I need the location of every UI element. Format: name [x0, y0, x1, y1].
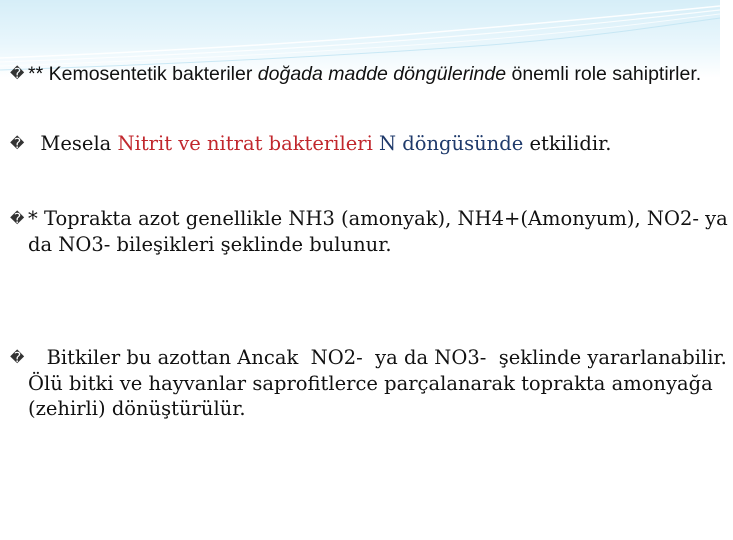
- bullet-glyph: �: [10, 211, 25, 227]
- p1-lead: ** Kemosentetik bakteriler: [28, 63, 258, 85]
- p1-tail: önemli role sahiptirler.: [506, 63, 702, 85]
- p1-italic: doğada madde döngülerinde: [257, 63, 507, 85]
- p2-tail: etkilidir.: [523, 132, 612, 155]
- bullet-glyph: �: [10, 350, 25, 366]
- paragraph-plant-uptake: [10, 345, 733, 421]
- p2-navy-highlight: N döngüsünde: [379, 132, 524, 155]
- paragraph-soil-nitrogen: [10, 206, 733, 257]
- bullet-glyph: �: [10, 136, 25, 152]
- paragraph-nitrifying-bacteria: [10, 131, 733, 157]
- paragraph-chemosynthetic: [10, 62, 733, 87]
- p2-lead: Mesela: [28, 132, 118, 155]
- bullet-glyph: �: [10, 66, 25, 82]
- p3-text: * Toprakta azot genellikle NH3 (amonyak), NH4+(Amonyum), NO2- ya da NO3- bileşikleri şeklinde bulunur.: [28, 207, 728, 256]
- p4-text: Bitkiler bu azottan Ancak NO2- ya da NO3- şeklinde yararlanabilir. Ölü bitki ve hayvanlar saprofitlerce parçalanarak toprakta amonyağa (zehirli) dönüştürülür.: [28, 346, 733, 420]
- p2-red-highlight: Nitrit ve nitrat bakterileri: [117, 132, 373, 155]
